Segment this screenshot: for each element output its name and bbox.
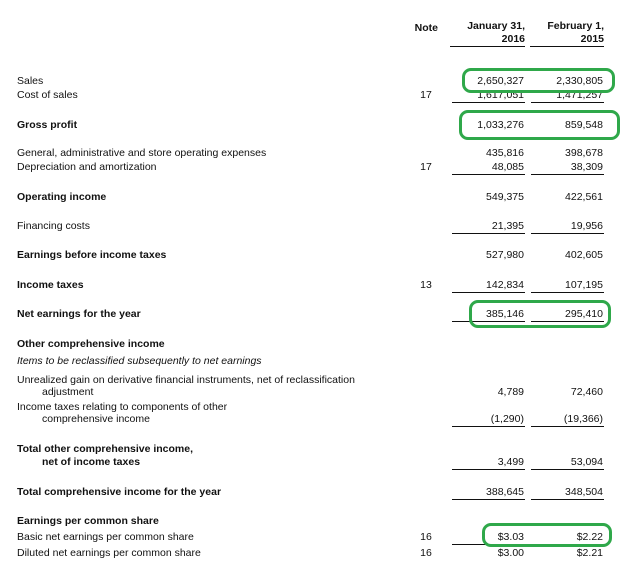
divider-line bbox=[531, 174, 604, 175]
divider-line bbox=[452, 102, 525, 103]
sales-label: Sales bbox=[17, 75, 44, 87]
net-earnings-2015-value: 295,410 bbox=[565, 308, 603, 320]
total-oci-2015-value: 53,094 bbox=[570, 456, 603, 468]
net-earnings-label: Net earnings for the year bbox=[17, 308, 141, 320]
col1-header-line1: January 31, bbox=[467, 20, 525, 32]
income-taxes-note: 13 bbox=[420, 279, 432, 291]
divider-line bbox=[531, 426, 604, 427]
total-oci-label: Total other comprehensive income, bbox=[17, 443, 194, 455]
cost-of-sales-2016-value: 1,617,051 bbox=[477, 89, 524, 101]
february-1-2015-column-header bbox=[530, 20, 604, 47]
general-admin-expenses-2016-value: 435,816 bbox=[486, 147, 524, 159]
unrealized-gain-label: Unrealized gain on derivative financial instruments, net of reclassification bbox=[17, 374, 355, 386]
divider-line bbox=[531, 499, 604, 500]
net-earnings-2016-value: 385,146 bbox=[486, 308, 524, 320]
general-admin-expenses-label: General, administrative and store operating expenses bbox=[17, 147, 267, 159]
col2-header-line1: February 1, bbox=[547, 20, 604, 32]
divider-line bbox=[531, 469, 604, 470]
gross-profit-label: Gross profit bbox=[17, 119, 78, 131]
unrealized-gain-label-cont: adjustment bbox=[42, 386, 94, 398]
diluted-eps-2015-value: $2.21 bbox=[576, 547, 603, 559]
unrealized-gain-2016-value: 4,789 bbox=[497, 386, 524, 398]
diluted-eps-2016-value: $3.00 bbox=[497, 547, 524, 559]
divider-line bbox=[452, 233, 525, 234]
earnings-before-taxes-2015-value: 402,605 bbox=[565, 249, 603, 261]
income-taxes-2016-value: 142,834 bbox=[486, 279, 524, 291]
basic-eps-2016-value: $3.03 bbox=[497, 531, 524, 543]
january-31-2016-column-header bbox=[450, 20, 525, 47]
total-oci-2016-value: 3,499 bbox=[497, 456, 524, 468]
unrealized-gain-2015-value: 72,460 bbox=[570, 386, 603, 398]
net-earnings-highlight bbox=[469, 300, 611, 328]
depreciation-note: 17 bbox=[420, 161, 432, 173]
income-taxes-oci-2015-value: (19,366) bbox=[563, 413, 603, 425]
income-taxes-oci-2016-value: (1,290) bbox=[490, 413, 524, 425]
operating-income-2015-value: 422,561 bbox=[565, 191, 603, 203]
total-comprehensive-income-2016-value: 388,645 bbox=[486, 486, 524, 498]
cost-of-sales-note: 17 bbox=[420, 89, 432, 101]
earnings-before-taxes-2016-value: 527,980 bbox=[486, 249, 524, 261]
cost-of-sales-label: Cost of sales bbox=[17, 89, 78, 101]
total-oci-label-cont: net of income taxes bbox=[42, 456, 141, 468]
depreciation-2016-value: 48,085 bbox=[491, 161, 524, 173]
divider-line bbox=[452, 469, 525, 470]
other-comprehensive-income-heading: Other comprehensive income bbox=[17, 338, 165, 350]
financing-costs-2015-value: 19,956 bbox=[570, 220, 603, 232]
items-reclassified-subheading: Items to be reclassified subsequently to net earnings bbox=[17, 355, 262, 367]
divider-line bbox=[531, 233, 604, 234]
financing-costs-label: Financing costs bbox=[17, 220, 90, 232]
note-column-header: Note bbox=[414, 22, 438, 34]
diluted-eps-note: 16 bbox=[420, 547, 432, 559]
divider-line bbox=[531, 292, 604, 293]
col1-header-line2: 2016 bbox=[450, 33, 525, 47]
eps-heading: Earnings per common share bbox=[17, 515, 159, 527]
sales-2015-value: 2,330,805 bbox=[556, 75, 603, 87]
income-taxes-oci-label: Income taxes relating to components of other bbox=[17, 401, 228, 413]
operating-income-2016-value: 549,375 bbox=[486, 191, 524, 203]
divider-line bbox=[452, 426, 525, 427]
depreciation-2015-value: 38,309 bbox=[570, 161, 603, 173]
basic-eps-highlight bbox=[482, 523, 612, 547]
operating-income-label: Operating income bbox=[17, 191, 107, 203]
sales-highlight bbox=[462, 68, 615, 93]
divider-line bbox=[452, 499, 525, 500]
col2-header-line2: 2015 bbox=[530, 33, 604, 47]
earnings-before-taxes-label: Earnings before income taxes bbox=[17, 249, 167, 261]
financing-costs-2016-value: 21,395 bbox=[491, 220, 524, 232]
depreciation-label: Depreciation and amortization bbox=[17, 161, 157, 173]
sales-2016-value: 2,650,327 bbox=[477, 75, 524, 87]
basic-eps-label: Basic net earnings per common share bbox=[17, 531, 194, 543]
income-taxes-label: Income taxes bbox=[17, 279, 84, 291]
divider-line bbox=[452, 174, 525, 175]
income-taxes-2015-value: 107,195 bbox=[565, 279, 603, 291]
divider-line bbox=[452, 292, 525, 293]
diluted-eps-label: Diluted net earnings per common share bbox=[17, 547, 201, 559]
income-taxes-oci-label-cont: comprehensive income bbox=[42, 413, 150, 425]
gross-profit-2016-value: 1,033,276 bbox=[477, 119, 524, 131]
divider-line bbox=[531, 102, 604, 103]
general-admin-expenses-2015-value: 398,678 bbox=[565, 147, 603, 159]
total-comprehensive-income-label: Total comprehensive income for the year bbox=[17, 486, 222, 498]
basic-eps-2015-value: $2.22 bbox=[576, 531, 603, 543]
gross-profit-highlight bbox=[459, 110, 620, 140]
total-comprehensive-income-2015-value: 348,504 bbox=[565, 486, 603, 498]
gross-profit-2015-value: 859,548 bbox=[565, 119, 603, 131]
cost-of-sales-2015-value: 1,471,257 bbox=[556, 89, 603, 101]
basic-eps-note: 16 bbox=[420, 531, 432, 543]
